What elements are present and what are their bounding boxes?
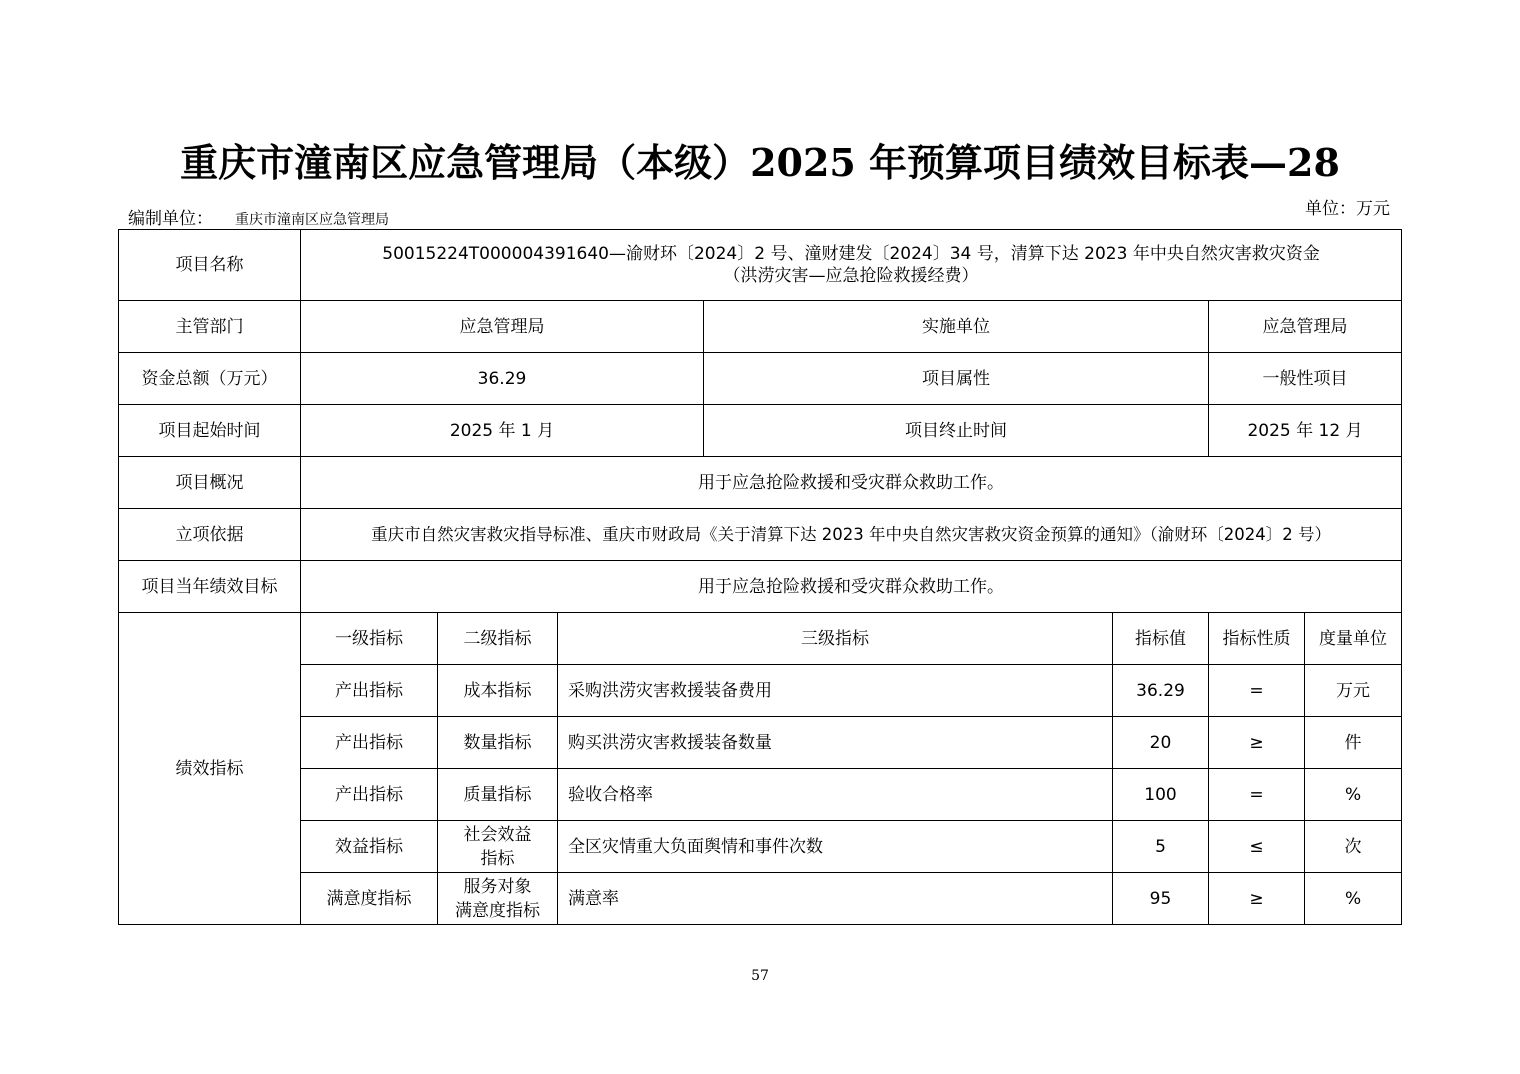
indicator-unit: 万元: [1305, 665, 1402, 717]
header-nature: 指标性质: [1209, 613, 1305, 665]
attr-label: 项目属性: [704, 353, 1209, 405]
indicator-level1: 效益指标: [301, 821, 438, 873]
project-name-value: [301, 230, 1402, 301]
overview-value: 用于应急抢险救援和受灾群众救助工作。: [301, 457, 1402, 509]
indicator-level3: 购买洪涝灾害救援装备数量: [558, 717, 1113, 769]
indicator-level2: 质量指标: [438, 769, 558, 821]
header-unit: 度量单位: [1305, 613, 1402, 665]
header-level3: 三级指标: [558, 613, 1113, 665]
indicator-level2: 成本指标: [438, 665, 558, 717]
indicator-level2: [438, 873, 558, 925]
indicator-row: [119, 821, 1402, 873]
indicator-unit: %: [1305, 873, 1402, 925]
indicator-level3: 验收合格率: [558, 769, 1113, 821]
row-overview: [119, 457, 1402, 509]
row-dept: [119, 301, 1402, 353]
indicator-level2-line1: 服务对象: [463, 876, 532, 897]
overview-label: 项目概况: [119, 457, 301, 509]
indicator-level1: 产出指标: [301, 717, 438, 769]
project-name-label: 项目名称: [119, 230, 301, 301]
attr-value: 一般性项目: [1209, 353, 1402, 405]
project-name-line2: （洪涝灾害—应急抢险救援经费）: [723, 266, 979, 286]
fund-label: 资金总额（万元）: [119, 353, 301, 405]
indicator-level3: 满意率: [558, 873, 1113, 925]
indicator-level3: 采购洪涝灾害救援装备费用: [558, 665, 1113, 717]
end-value: 2025 年 12 月: [1209, 405, 1402, 457]
indicator-value: 5: [1113, 821, 1209, 873]
money-unit: 单位：万元: [1305, 199, 1390, 219]
row-project-name: [119, 230, 1402, 301]
goal-value: 用于应急抢险救援和受灾群众救助工作。: [301, 561, 1402, 613]
indicator-nature: =: [1209, 665, 1305, 717]
indicator-value: 95: [1113, 873, 1209, 925]
dept-value: 应急管理局: [301, 301, 704, 353]
indicator-level1: 满意度指标: [301, 873, 438, 925]
row-goal: [119, 561, 1402, 613]
indicator-value: 20: [1113, 717, 1209, 769]
indicator-level2: [438, 821, 558, 873]
header-value: 指标值: [1113, 613, 1209, 665]
indicator-row: [119, 769, 1402, 821]
indicator-value: 100: [1113, 769, 1209, 821]
project-name-line1: 50015224T000004391640—渝财环〔2024〕2 号、潼财建发〔2024〕34 号，清算下达 2023 年中央自然灾害救灾资金: [382, 244, 1320, 264]
start-label: 项目起始时间: [119, 405, 301, 457]
indicator-row: [119, 873, 1402, 925]
impl-value: 应急管理局: [1209, 301, 1402, 353]
row-time: [119, 405, 1402, 457]
indicator-level2-line2: 满意度指标: [455, 900, 540, 921]
end-label: 项目终止时间: [704, 405, 1209, 457]
indicator-level1: 产出指标: [301, 769, 438, 821]
dept-label: 主管部门: [119, 301, 301, 353]
compiler-line: [128, 204, 389, 229]
header-level2: 二级指标: [438, 613, 558, 665]
indicator-row: [119, 665, 1402, 717]
start-value: 2025 年 1 月: [301, 405, 704, 457]
indicator-level3: 全区灾情重大负面舆情和事件次数: [558, 821, 1113, 873]
indicator-header-row: [119, 613, 1402, 665]
page-number: 57: [751, 968, 769, 984]
indicator-nature: ≥: [1209, 717, 1305, 769]
compiler-name: 重庆市潼南区应急管理局: [235, 212, 389, 228]
indicator-level1: 产出指标: [301, 665, 438, 717]
basis-label: 立项依据: [119, 509, 301, 561]
performance-table: [118, 229, 1402, 925]
indicator-unit: 件: [1305, 717, 1402, 769]
goal-label: 项目当年绩效目标: [119, 561, 301, 613]
indicator-row: [119, 717, 1402, 769]
indicator-value: 36.29: [1113, 665, 1209, 717]
indicators-section-label: 绩效指标: [119, 613, 301, 925]
indicator-unit: 次: [1305, 821, 1402, 873]
row-basis: [119, 509, 1402, 561]
compiler-label: 编制单位：: [128, 209, 213, 229]
indicator-level2-line2: 指标: [480, 848, 515, 869]
row-fund: [119, 353, 1402, 405]
basis-value: 重庆市自然灾害救灾指导标准、重庆市财政局《关于清算下达 2023 年中央自然灾害救灾资金预算的通知》（渝财环〔2024〕2 号）: [301, 509, 1402, 561]
indicator-level2: 数量指标: [438, 717, 558, 769]
indicator-nature: ≤: [1209, 821, 1305, 873]
page-title: 重庆市潼南区应急管理局（本级）2025 年预算项目绩效目标表—28: [180, 140, 1340, 185]
header-level1: 一级指标: [301, 613, 438, 665]
indicator-nature: ≥: [1209, 873, 1305, 925]
impl-label: 实施单位: [704, 301, 1209, 353]
indicator-unit: %: [1305, 769, 1402, 821]
indicator-level2-line1: 社会效益: [463, 824, 532, 845]
fund-value: 36.29: [301, 353, 704, 405]
indicator-nature: =: [1209, 769, 1305, 821]
